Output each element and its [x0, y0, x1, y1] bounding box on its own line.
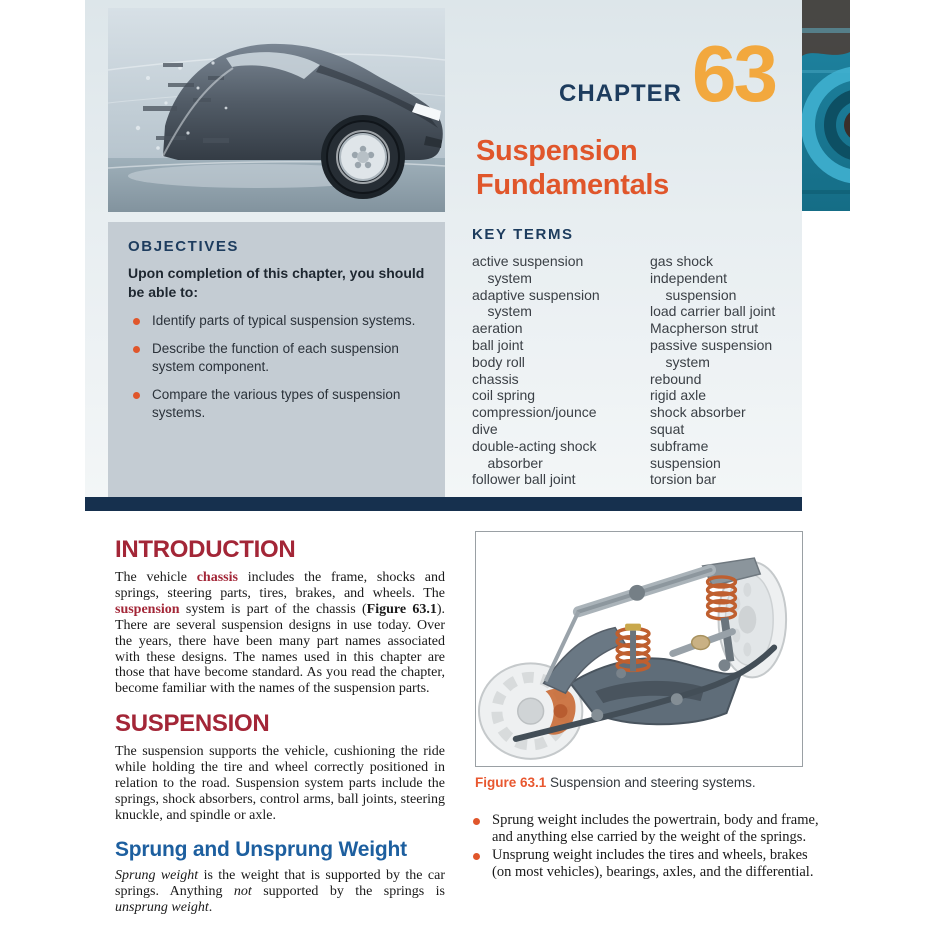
figure-63-1	[475, 531, 803, 767]
key-term: load carrier ball joint	[650, 303, 776, 320]
bullet-text: Sprung weight includes the powertrain, body and frame, and anything else carried by the weight of the springs.	[492, 812, 819, 845]
objectives-box	[108, 222, 445, 497]
chapter-title-line1: Suspension	[476, 135, 638, 167]
chapter-heading	[559, 29, 775, 118]
key-terms-column-2	[650, 253, 802, 488]
key-term: body roll	[472, 353, 525, 370]
bullet-dot-icon	[133, 346, 140, 353]
divider-bar	[85, 497, 802, 511]
bullet-item	[470, 847, 820, 880]
bullet-text: Describe the function of each suspension system component.	[152, 340, 399, 374]
chapter-title	[476, 134, 669, 202]
key-term: system	[650, 353, 710, 370]
key-terms-section	[472, 226, 802, 488]
key-term: suspension	[650, 454, 721, 471]
key-term: double-acting shock	[472, 437, 597, 454]
key-terms-heading: KEY TERMS	[472, 226, 574, 243]
key-term: chassis	[472, 370, 519, 387]
bullet-text: Unsprung weight includes the tires and wheels, brakes (on most vehicles), bearings, axles, and the differential.	[492, 847, 814, 880]
key-term: dive	[472, 420, 498, 437]
chapter-title-line2: Fundamentals	[476, 169, 669, 201]
key-term: follower ball joint	[472, 471, 576, 488]
key-term: adaptive suspension	[472, 286, 600, 303]
objectives-lead: Upon completion of this chapter, you should be able to:	[128, 265, 425, 300]
key-term: torsion bar	[650, 471, 717, 488]
key-term: absorber	[472, 454, 543, 471]
weight-bullet-list	[470, 812, 820, 882]
suspension-paragraph: The suspension supports the vehicle, cushioning the ride while holding the tire and wheel correctly positioned in relation to the road. Suspension system parts include the springs, shock absorbers, control arms, ball joints, steering knuckle, and spindle or axle.	[115, 744, 445, 823]
bullet-item	[128, 312, 429, 331]
objectives-heading: OBJECTIVES	[128, 238, 240, 255]
car-illustration	[108, 8, 445, 212]
key-term: ball joint	[472, 336, 524, 353]
key-term: independent	[650, 269, 728, 286]
bullet-item	[470, 812, 820, 845]
key-term: system	[472, 303, 532, 320]
key-term: aeration	[472, 320, 523, 337]
bullet-item	[128, 340, 429, 377]
bullet-dot-icon	[473, 818, 480, 825]
suspension-figure-illustration	[476, 532, 802, 766]
left-text-column	[115, 536, 445, 929]
suspension-heading: SUSPENSION	[115, 710, 270, 738]
key-term: shock absorber	[650, 404, 746, 421]
bullet-dot-icon	[473, 853, 480, 860]
figure-caption: Figure 63.1 Suspension and steering systems.	[475, 775, 756, 790]
car-hero-image	[108, 8, 445, 212]
key-term: gas shock	[650, 253, 714, 269]
key-term: compression/jounce	[472, 404, 597, 421]
chapter-number: 63	[692, 29, 775, 118]
key-term: system	[472, 269, 532, 286]
introduction-heading: INTRODUCTION	[115, 536, 296, 563]
bullet-dot-icon	[133, 392, 140, 399]
bullet-text: Compare the various types of suspension systems.	[152, 386, 401, 420]
key-term: rigid axle	[650, 387, 707, 404]
sprung-weight-heading: Sprung and Unsprung Weight	[115, 837, 407, 861]
teal-accent-art	[802, 0, 850, 211]
teal-wheel-art	[802, 0, 850, 211]
chapter-opener-panel	[85, 0, 802, 497]
key-term: Macpherson strut	[650, 320, 759, 337]
key-term: suspension	[650, 286, 737, 303]
objectives-list	[128, 312, 429, 423]
key-term: coil spring	[472, 387, 536, 404]
key-term: squat	[650, 420, 685, 437]
introduction-paragraph: The vehicle chassis includes the frame, shocks and springs, steering parts, tires, brakes, and wheels. The suspension system is part of the chassis (Figure 63.1). There are several suspension designs in use today. Over the years, there have been many part names associated with these designs. The names used in this chapter are those that have become standard. As you read the chapter, become familiar with the names of the suspension parts.	[115, 570, 445, 697]
key-term: passive suspension	[650, 336, 773, 353]
bullet-dot-icon	[133, 318, 140, 325]
key-terms-column-1	[472, 253, 650, 488]
bullet-text: Identify parts of typical suspension systems.	[152, 313, 416, 328]
key-term: active suspension	[472, 253, 584, 269]
key-term: subframe	[650, 437, 709, 454]
chapter-label: CHAPTER	[559, 80, 683, 107]
key-term: rebound	[650, 370, 702, 387]
bullet-item	[128, 386, 429, 423]
sprung-weight-paragraph: Sprung weight is the weight that is supported by the car springs. Anything not supported by the springs is unsprung weight.	[115, 867, 445, 915]
